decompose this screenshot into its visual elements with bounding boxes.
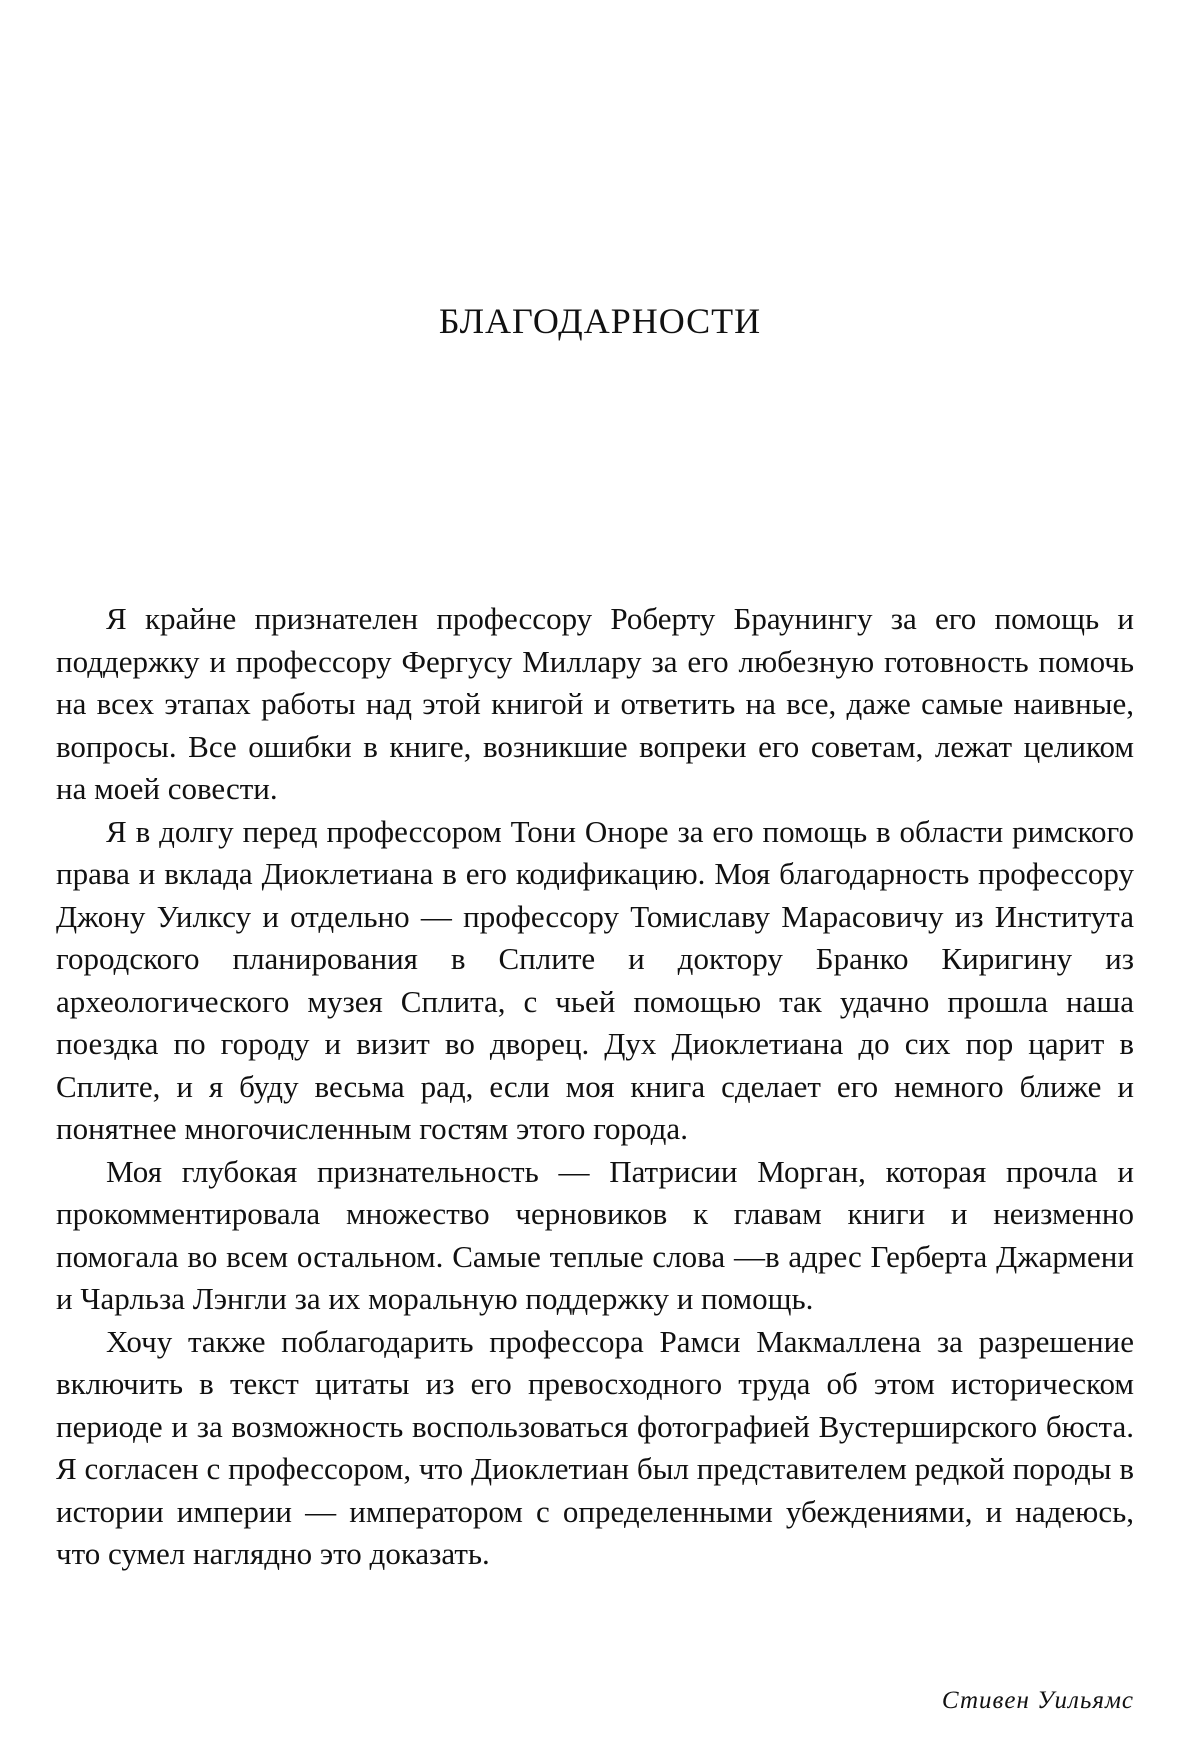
- paragraph: Я в долгу перед профессором Тони Оноре за его помощь в области римского права и вклада Диоклетиана в его кодификацию. Моя благодарность профессору Джону Уилксу и отдельно — профессору Томиславу Марасовичу из Института городского планирования в Сплите и доктору Бранко Киригину из археологического музея Сплита, с чьей помощью так удачно прошла наша поездка по городу и визит во дворец. Дух Диоклетиана до сих пор царит в Сплите, и я буду весьма рад, если моя книга сделает его немного ближе и понятнее многочисленным гостям этого города.: [56, 813, 1134, 1146]
- paragraph: Я крайне признателен профессору Роберту Браунингу за его помощь и поддержку и профессору Фергусу Миллару за его любезную готовность помочь на всех этапах работы над этой книгой и ответить на все, даже самые наивные, вопросы. Все ошибки в книге, возникшие вопреки его советам, лежат целиком на моей совести.: [56, 601, 1134, 806]
- acknowledgements-body: [56, 598, 1134, 1576]
- paragraph: Моя глубокая признательность — Патрисии Морган, которая прочла и прокомментировала множество черновиков к главам книги и неизменно помогала во всем остальном. Самые теплые слова —в адрес Герберта Джармени и Чарльза Лэнгли за их моральную поддержку и помощь.: [56, 1153, 1134, 1316]
- paragraph: Хочу также поблагодарить профессора Рамси Макмаллена за разрешение включить в текст цитаты из его превосходного труда об этом историческом периоде и за возможность воспользоваться фотографией Вустерширского бюста. Я согласен с профессором, что Диоклетиан был представителем редкой породы в истории империи — императором с определенными убеждениями, и надеюсь, что сумел наглядно это доказать.: [56, 1323, 1134, 1571]
- page-title: БЛАГОДАРНОСТИ: [438, 301, 762, 341]
- author-signature: Стивен Уильямс: [941, 1687, 1134, 1714]
